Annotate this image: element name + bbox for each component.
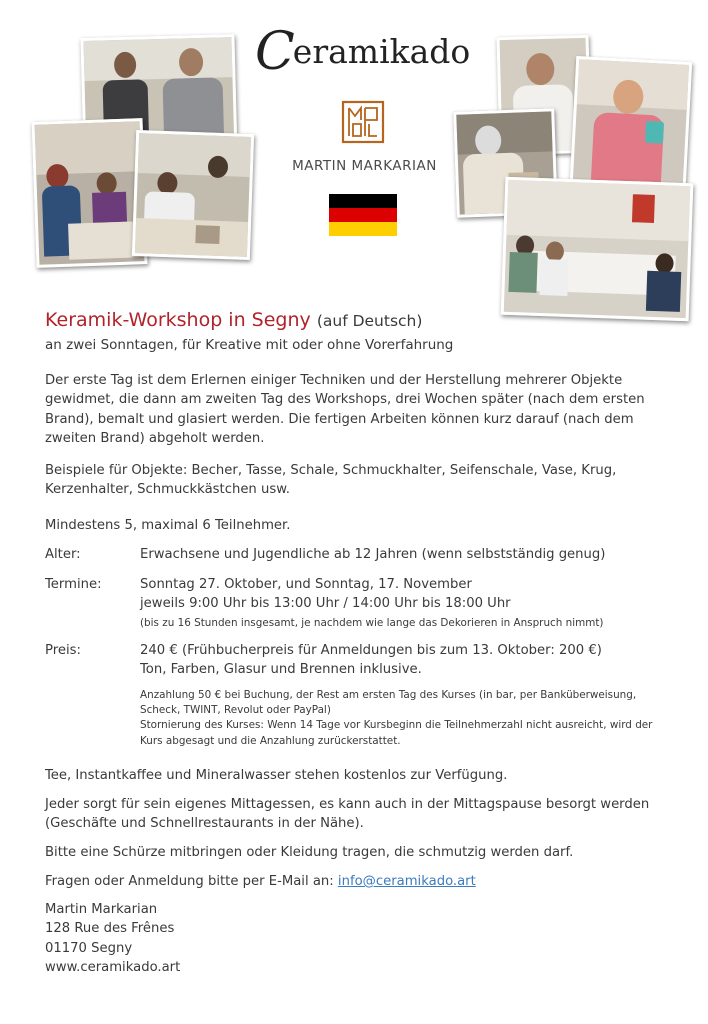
price-line-2: Ton, Farben, Glasur und Brennen inklusive. [140, 662, 422, 678]
intro-paragraph: Der erste Tag ist dem Erlernen einiger Techniken und der Herstellung mehrerer Objekte gewidmet, die dann am zweiten Tag des Workshops, drei Wochen später (nach dem ersten Brand), bemalt und glasiert werden. Die fertigen Arbeiten können kurz darauf (nach dem zweiten Brand) abgeholt werden. [45, 373, 645, 447]
workshop-photo-studio [501, 177, 694, 321]
seal-stamp-icon [341, 100, 385, 144]
email-link[interactable]: info@ceramikado.art [337, 874, 476, 889]
price-value [140, 641, 700, 749]
address-street: 128 Rue des Frênes [45, 921, 175, 937]
flag-stripe-gold [329, 222, 397, 236]
dates-note: (bis zu 16 Stunden insgesamt, je nachdem wie lange das Dekorieren in Anspruch nimmt) [140, 616, 604, 629]
workshop-photo-table [31, 118, 147, 268]
dates-line-1: Sonntag 27. Oktober, und Sonntag, 17. November [140, 577, 472, 592]
logo-rest: eramikado [292, 32, 471, 71]
participants-text: Mindestens 5, maximal 6 Teilnehmer. [45, 518, 291, 533]
lunch-text: Jeder sorgt für sein eigenes Mittagessen, es kann auch in der Mittagspause besorgt werden (Geschäfte und Schnellrestaurants in der Nähe). [45, 797, 650, 832]
brand-logo-text [255, 22, 470, 82]
logo-first-letter: C [255, 22, 295, 82]
address-name: Martin Markarian [45, 902, 158, 917]
price-label: Preis: [45, 643, 81, 658]
author-name: MARTIN MARKARIAN [292, 158, 437, 174]
title-language: (auf Deutsch) [316, 312, 423, 330]
address-city: 01170 Segny [45, 940, 133, 956]
workshop-photo-kids [132, 130, 254, 260]
drinks-text: Tee, Instantkaffee und Mineralwasser stehen kostenlos zur Verfügung. [45, 768, 508, 783]
address-website: www.ceramikado.art [45, 960, 181, 976]
contact-line [45, 872, 685, 891]
dates-line-2: jeweils 9:00 Uhr bis 13:00 Uhr / 14:00 Uhr bis 18:00 Uhr [140, 596, 511, 612]
german-flag-icon [329, 194, 397, 236]
workshop-photo-smiling [570, 56, 692, 188]
price-line-1: 240 € (Frühbucherpreis für Anmeldungen bis zum 13. Oktober: 200 €) [140, 643, 602, 658]
price-deposit: Anzahlung 50 € bei Buchung, der Rest am ersten Tag des Kurses (in bar, per Banküberweisung, Scheck, TWINT, Revolut oder PayPal) [140, 688, 637, 717]
flag-stripe-red [329, 208, 397, 222]
price-cancellation: Stornierung des Kurses: Wenn 14 Tage vor Kursbeginn die Teilnehmerzahl nicht ausreicht, wird der Kurs abgesagt und die Anzahlung zurückerstattet. [140, 719, 653, 747]
page-subtitle: an zwei Sonntagen, für Kreative mit oder ohne Vorerfahrung [45, 337, 454, 353]
age-value: Erwachsene und Jugendliche ab 12 Jahren (wenn selbstständig genug) [140, 547, 606, 562]
dates-value [140, 575, 700, 631]
brand-logo [255, 22, 470, 82]
dates-label: Termine: [45, 577, 102, 592]
contact-text: Fragen oder Anmeldung bitte per E-Mail an: [45, 874, 334, 889]
page-title [45, 309, 422, 331]
address-block [45, 900, 685, 978]
flag-stripe-black [329, 194, 397, 208]
examples-paragraph: Beispiele für Objekte: Becher, Tasse, Schale, Schmuckhalter, Seifenschale, Vase, Krug, Kerzenhalter, Schmuckkästchen usw. [45, 463, 617, 498]
title-main: Keramik-Workshop in Segny [45, 309, 311, 331]
apron-text: Bitte eine Schürze mitbringen oder Kleidung tragen, die schmutzig werden darf. [45, 845, 574, 860]
age-label: Alter: [45, 547, 81, 562]
